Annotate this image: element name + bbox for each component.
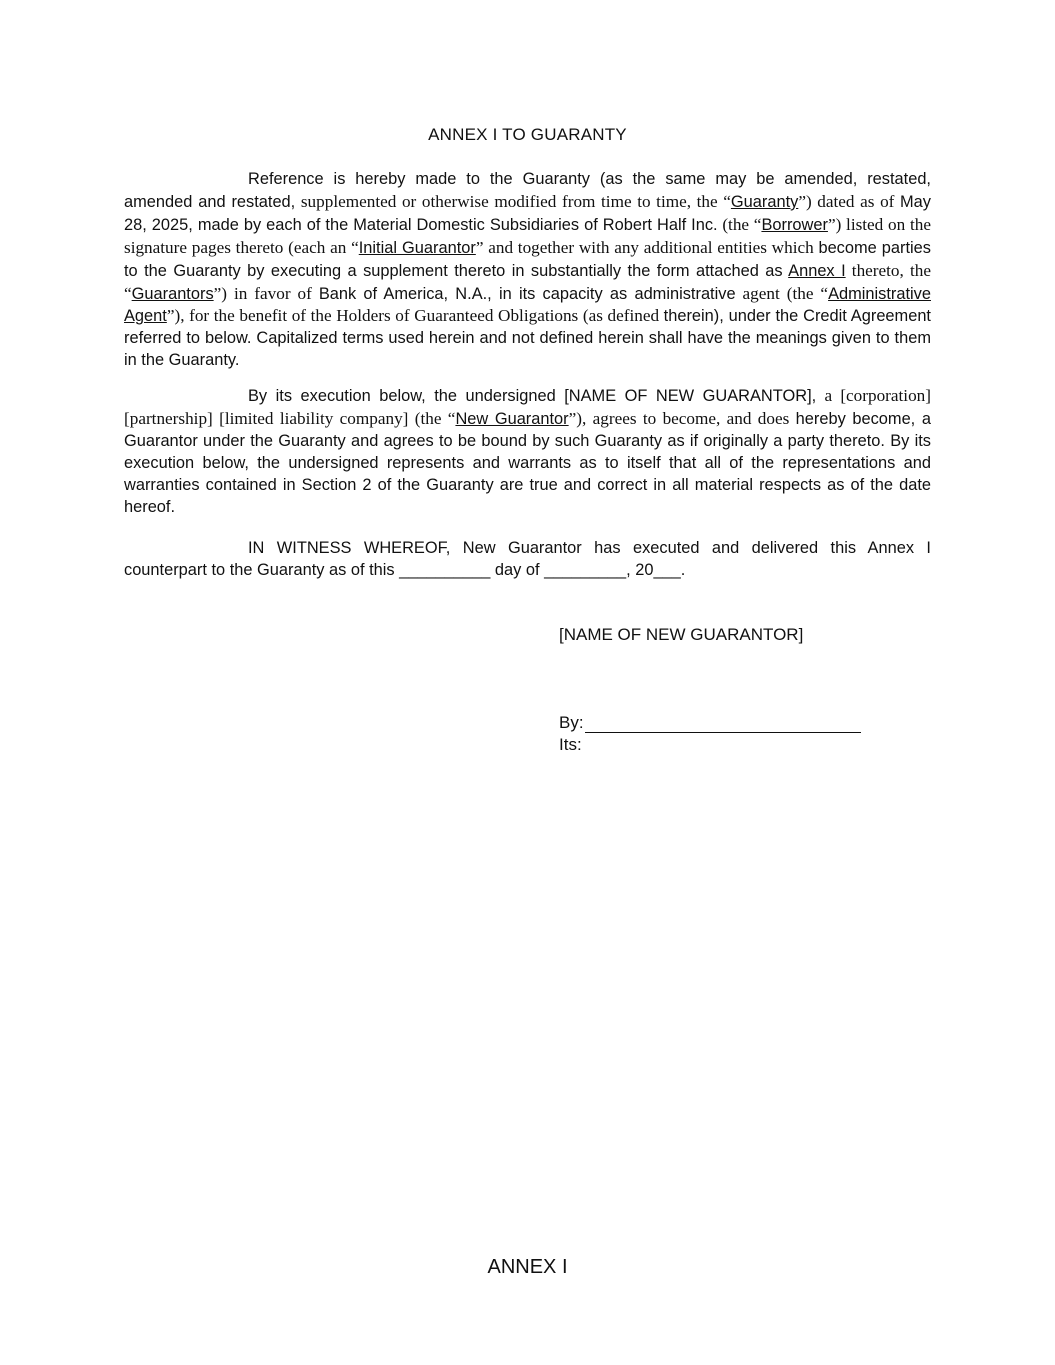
by-label: By: <box>559 713 584 732</box>
text-segment: ”), agrees to become, and does <box>568 408 796 428</box>
defined-term-guaranty: Guaranty <box>730 192 799 211</box>
text-segment: supplemented or otherwise modified from time to time, the “ <box>295 191 731 211</box>
text-segment: By its execution below, the undersigned [NAME OF NEW GUARANTOR], <box>248 387 817 405</box>
defined-term-initial-guarantor: Initial Guarantor <box>358 238 476 257</box>
text-segment: become parties to the Guaranty by executing a supplement thereto in substantially the form attached as <box>124 238 931 280</box>
document-title: ANNEX I TO GUARANTY <box>428 125 627 144</box>
text-segment: May 28, 2025, made by each of the Material Domestic Subsidiaries of Robert Half Inc. <box>124 192 931 234</box>
text-segment: (the “ <box>717 214 762 234</box>
paragraph-reference <box>124 169 931 372</box>
text-segment: Bank of America, N.A., in its capacity as administrative <box>318 284 736 303</box>
text-segment: ”) in favor of <box>213 283 319 303</box>
defined-term-borrower: Borrower <box>761 215 828 234</box>
defined-term-administrative-agent: Administrative Agent <box>124 284 931 326</box>
text-segment: a [corporation] [partnership] [limited liability company] (the “ <box>124 386 931 428</box>
text-segment: ”) dated as of <box>798 191 901 211</box>
paragraph-witness: IN WITNESS WHEREOF, New Guarantor has executed and delivered this Annex I counterpart to the Guaranty as of this __________ day of _________, 20___. <box>124 539 931 579</box>
defined-term-annex: Annex I <box>788 261 846 280</box>
text-segment: ”) listed on the signature pages thereto (each an “ <box>124 214 931 257</box>
text-segment: agent (the “ <box>735 283 829 303</box>
defined-term-guarantors: Guarantors <box>131 284 214 303</box>
paragraph-execution <box>124 385 931 518</box>
defined-term-new-guarantor: New Guarantor <box>455 409 569 428</box>
text-segment: therein), under the Credit Agreement referred to below. Capitalized terms used herein and not defined herein shall have the meanings given to them in the Guaranty. <box>124 307 931 370</box>
text-segment: ” and together with any additional entities which <box>475 237 819 257</box>
signature-block-name: [NAME OF NEW GUARANTOR] <box>559 625 804 644</box>
signature-rule <box>585 714 861 733</box>
signature-by-line <box>559 713 861 733</box>
text-segment: thereto, the “ <box>124 260 931 303</box>
text-segment: hereby become, a Guarantor under the Guaranty and agrees to be bound by such Guaranty as if originally a party thereto. By its execution below, the undersigned represents and warrants as to itself that all of the representations and warranties contained in Section 2 of the Guaranty are true and correct in all material respects as of the date hereof. <box>124 409 931 516</box>
page-footer: ANNEX I <box>487 1256 568 1278</box>
signature-its-label: Its: <box>559 735 582 754</box>
text-segment: Reference is hereby made to the Guaranty (as the same may be amended, restated, amended and restated, <box>124 170 931 211</box>
text-segment: ”), for the benefit of the Holders of Guaranteed Obligations (as defined <box>166 306 664 326</box>
